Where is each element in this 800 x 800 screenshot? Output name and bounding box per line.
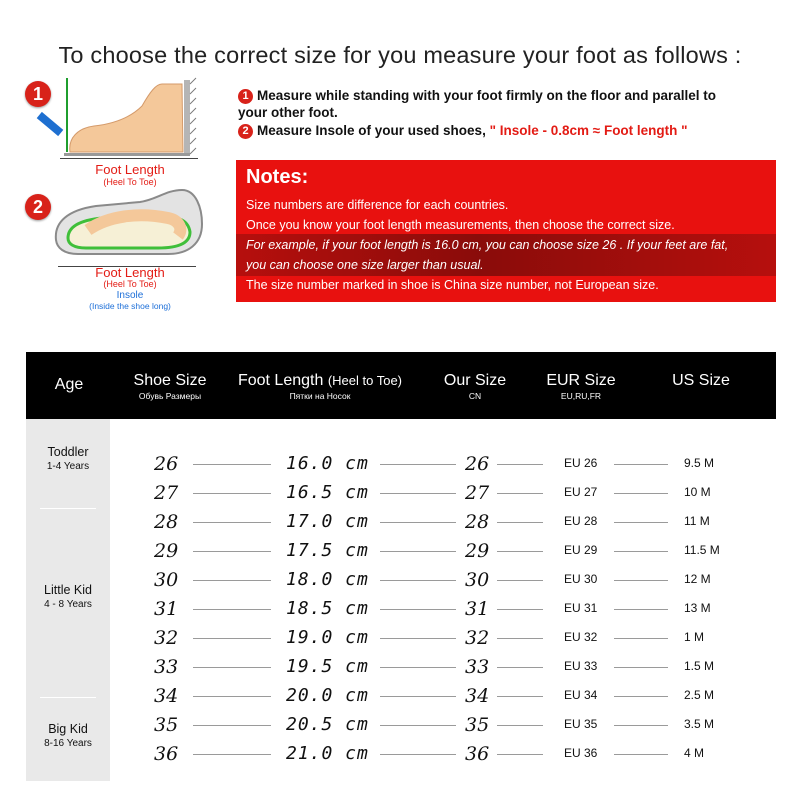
row-leader-line [380, 696, 456, 697]
eur-size-cell: EU 28 [564, 514, 598, 528]
shoe-size-cell: 28 [154, 511, 179, 533]
row-leader-line [614, 696, 668, 697]
foot-length-cell: 21.0 cm [286, 743, 369, 764]
page-title: To choose the correct size for you measure your foot as follows : [58, 42, 742, 68]
foot-length-cell: 17.5 cm [286, 540, 369, 561]
row-leader-line [380, 725, 456, 726]
header-foot-length: Foot Length (Heel to Toe) Пятки на Носок [237, 372, 403, 401]
header-our-size: Our Size CN [443, 372, 507, 401]
eur-size-cell: EU 32 [564, 630, 598, 644]
row-leader-line [497, 551, 543, 552]
foot-length-cell: 20.5 cm [286, 714, 369, 735]
row-leader-line [193, 522, 271, 523]
shoe-size-cell: 34 [154, 685, 179, 707]
eur-size-cell: EU 26 [564, 456, 598, 470]
our-size-cell: 32 [465, 627, 490, 649]
row-leader-line [614, 638, 668, 639]
instruction-one: 1 Measure while standing with your foot firmly on the floor and parallel to your other foot. [238, 88, 717, 120]
eur-size-cell: EU 33 [564, 659, 598, 673]
us-size-cell: 4 M [684, 746, 705, 760]
row-leader-line [497, 696, 543, 697]
row-leader-line [614, 667, 668, 668]
shoe-size-cell: 36 [154, 743, 179, 765]
us-size-cell: 13 M [684, 601, 711, 615]
row-leader-line [614, 551, 668, 552]
us-size-cell: 11 M [684, 514, 710, 528]
us-size-cell: 1.5 M [684, 659, 715, 673]
shoe-size-cell: 29 [154, 540, 179, 562]
row-leader-line [497, 522, 543, 523]
row-leader-line [193, 754, 271, 755]
instruction-two: 2 Measure Insole of your used shoes, " Insole - 0.8cm ≈ Foot length " [238, 122, 688, 139]
shoe-size-cell: 32 [154, 627, 179, 649]
eur-size-cell: EU 31 [564, 601, 598, 615]
foot-length-cell: 18.5 cm [286, 598, 369, 619]
row-leader-line [497, 493, 543, 494]
age-group-big-kid: Big Kid 8-16 Years [44, 722, 92, 749]
shoe-size-cell: 30 [154, 569, 179, 591]
row-leader-line [380, 667, 456, 668]
row-leader-line [380, 580, 456, 581]
row-leader-line [497, 580, 543, 581]
row-leader-line [497, 609, 543, 610]
us-size-cell: 9.5 M [684, 456, 715, 470]
row-leader-line [193, 551, 271, 552]
row-leader-line [380, 609, 456, 610]
step-one-badge: 1 [25, 81, 51, 107]
foot-length-cell: 19.0 cm [286, 627, 369, 648]
row-leader-line [193, 638, 271, 639]
age-group-little-kid: Little Kid 4 - 8 Years [44, 583, 92, 610]
foot-length-cell: 18.0 cm [286, 569, 369, 590]
shoe-size-cell: 35 [154, 714, 179, 736]
row-leader-line [614, 493, 668, 494]
foot-length-label-1: Foot Length (Heel To Toe) [95, 162, 165, 187]
header-eur-size: EUR Size EU,RU,FR [546, 372, 616, 401]
row-leader-line [193, 493, 271, 494]
age-column [26, 419, 110, 781]
eur-size-cell: EU 29 [564, 543, 598, 557]
row-leader-line [193, 464, 271, 465]
foot-length-cell: 16.0 cm [286, 453, 369, 474]
eur-size-cell: EU 35 [564, 717, 598, 731]
notes-line-3: For example, if your foot length is 16.0 cm, you can choose size 26 . If your feet are fat, [246, 238, 729, 252]
notes-heading: Notes: [246, 166, 309, 188]
row-leader-line [380, 754, 456, 755]
header-age: Age [54, 376, 84, 393]
eur-size-cell: EU 30 [564, 572, 598, 586]
row-leader-line [380, 551, 456, 552]
row-leader-line [614, 609, 668, 610]
row-leader-line [497, 667, 543, 668]
insole-measure-illustration [48, 188, 208, 268]
header-us-size: US Size [672, 372, 730, 389]
foot-length-cell: 17.0 cm [286, 511, 369, 532]
notes-line-5: The size number marked in shoe is China size number, not European size. [246, 278, 659, 292]
our-size-cell: 30 [465, 569, 490, 591]
us-size-cell: 11.5 M [684, 543, 720, 557]
step-two-badge: 2 [25, 194, 51, 220]
our-size-cell: 29 [465, 540, 490, 562]
notes-line-1: Size numbers are difference for each countries. [246, 198, 509, 212]
age-group-toddler: Toddler 1-4 Years [46, 445, 90, 472]
our-size-cell: 28 [465, 511, 490, 533]
row-leader-line [380, 638, 456, 639]
our-size-cell: 27 [465, 482, 490, 504]
row-leader-line [614, 522, 668, 523]
us-size-cell: 1 M [684, 630, 705, 644]
row-leader-line [497, 754, 543, 755]
foot-length-label-2: Foot Length (Heel To Toe) [95, 265, 165, 289]
our-size-cell: 31 [465, 598, 490, 620]
row-leader-line [380, 522, 456, 523]
our-size-cell: 26 [465, 453, 490, 475]
us-size-cell: 12 M [684, 572, 711, 586]
notes-box [236, 160, 776, 302]
our-size-cell: 34 [465, 685, 490, 707]
header-shoe-size: Shoe Size Обувь Размеры [133, 372, 207, 401]
row-leader-line [193, 696, 271, 697]
row-leader-line [193, 667, 271, 668]
size-table-header [26, 352, 776, 419]
age-divider [40, 697, 96, 698]
notes-line-4: you can choose one size larger than usual. [246, 258, 484, 272]
shoe-size-cell: 31 [154, 598, 179, 620]
foot-measure-illustration [30, 74, 200, 164]
shoe-size-cell: 26 [154, 453, 179, 475]
us-size-cell: 3.5 M [684, 717, 715, 731]
row-leader-line [614, 580, 668, 581]
notes-line-2: Once you know your foot length measurements, then choose the correct size. [246, 218, 675, 232]
eur-size-cell: EU 34 [564, 688, 598, 702]
our-size-cell: 36 [465, 743, 490, 765]
eur-size-cell: EU 27 [564, 485, 598, 499]
row-leader-line [497, 638, 543, 639]
row-leader-line [193, 609, 271, 610]
foot-length-cell: 19.5 cm [286, 656, 369, 677]
row-leader-line [193, 725, 271, 726]
shoe-size-cell: 27 [154, 482, 179, 504]
row-leader-line [614, 464, 668, 465]
shoe-size-cell: 33 [154, 656, 179, 678]
us-size-cell: 10 M [684, 485, 711, 499]
foot-length-cell: 16.5 cm [286, 482, 369, 503]
foot-length-cell: 20.0 cm [286, 685, 369, 706]
row-leader-line [380, 493, 456, 494]
us-size-cell: 2.5 M [684, 688, 715, 702]
our-size-cell: 35 [465, 714, 490, 736]
measure-line-1 [60, 158, 198, 159]
row-leader-line [614, 725, 668, 726]
insole-label: Insole (Inside the shoe long) [89, 290, 171, 311]
instruction-one-badge: 1 [238, 89, 253, 104]
eur-size-cell: EU 36 [564, 746, 598, 760]
age-divider [40, 508, 96, 509]
instruction-two-badge: 2 [238, 124, 253, 139]
row-leader-line [497, 464, 543, 465]
row-leader-line [497, 725, 543, 726]
row-leader-line [380, 464, 456, 465]
row-leader-line [614, 754, 668, 755]
row-leader-line [193, 580, 271, 581]
our-size-cell: 33 [465, 656, 490, 678]
